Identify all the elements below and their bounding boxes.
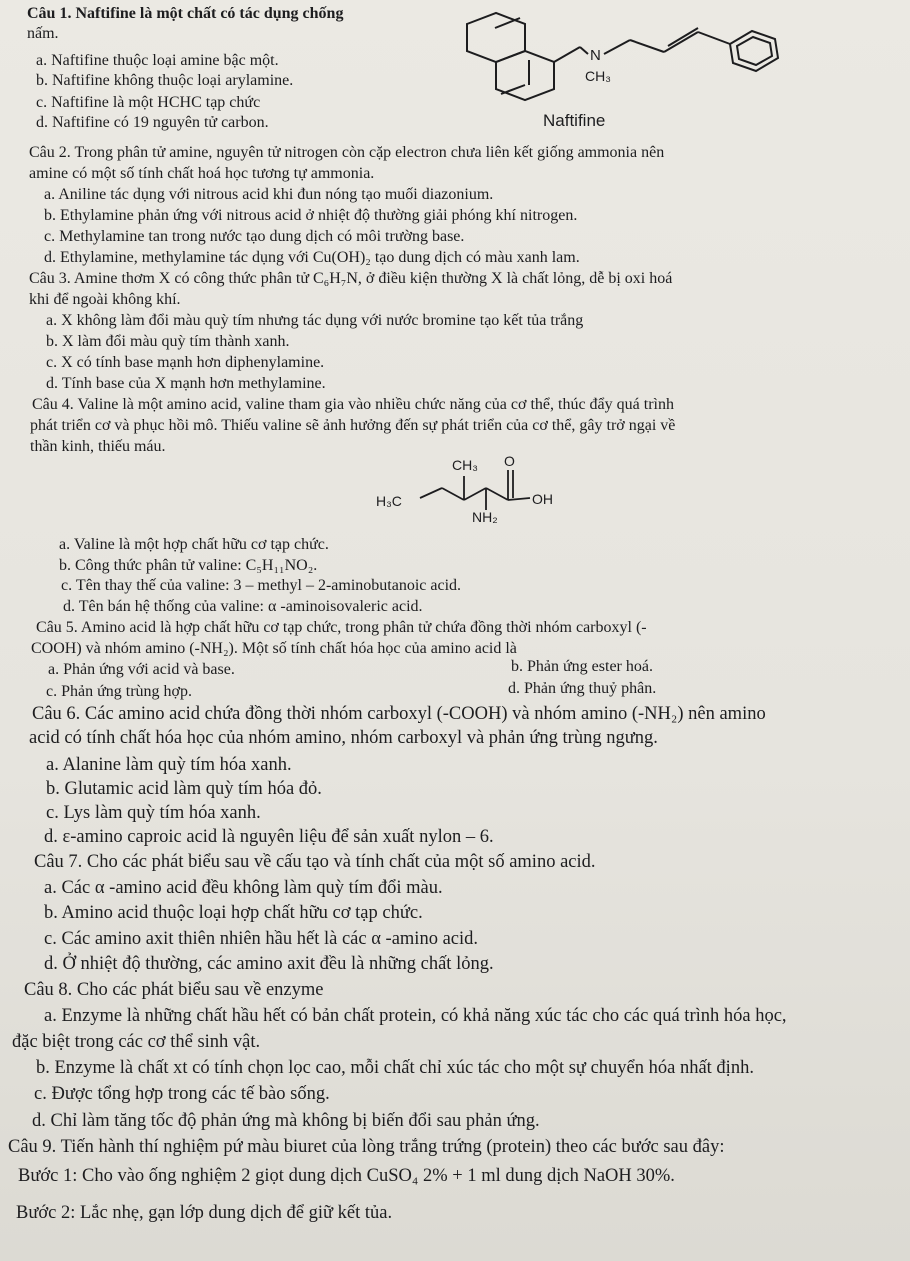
q2-option-a: a. Aniline tác dụng với nitrous acid khi đun nóng tạo muối diazonium.: [44, 186, 494, 203]
q6-title: Câu 6. Các amino acid chứa đồng thời nhóm carboxyl (-COOH) và nhóm amino (-NH₂) nên amino: [32, 704, 766, 724]
q6-option-c: c. Lys làm quỳ tím hóa xanh.: [46, 803, 261, 823]
q7-option-b: b. Amino acid thuộc loại hợp chất hữu cơ tạp chức.: [44, 903, 423, 923]
q2-option-c: c. Methylamine tan trong nước tạo dung dịch có môi trường base.: [44, 228, 465, 245]
q4-title-cont1: phát triển cơ và phục hồi mô. Thiếu valine sẽ ảnh hưởng đến sự phát triển của cơ thể, gây trở ngại về: [30, 417, 676, 434]
q5-option-c: c. Phản ứng trùng hợp.: [46, 683, 193, 700]
q1-title-cont: nấm.: [27, 25, 59, 42]
q4-option-a: a. Valine là một hợp chất hữu cơ tạp chức.: [59, 536, 329, 553]
q8-option-a: a. Enzyme là những chất hầu hết có bản chất protein, có khả năng xúc tác cho các quá trình hóa học,: [44, 1006, 787, 1026]
q2-title-cont: amine có một số tính chất hoá học tương tự ammonia.: [29, 165, 375, 182]
naftifine-ch3-label: CH₃: [585, 68, 611, 84]
q3-title-cont: khi để ngoài không khí.: [29, 291, 181, 308]
q8-title: Câu 8. Cho các phát biểu sau về enzyme: [24, 980, 324, 1000]
valine-o-label: O: [504, 453, 515, 469]
q8-option-b: b. Enzyme là chất xt có tính chọn lọc cao, mỗi chất chỉ xúc tác cho một sự chuyển hóa nhất định.: [36, 1058, 754, 1078]
q4-option-c: c. Tên thay thế của valine: 3 – methyl – 2-aminobutanoic acid.: [61, 577, 462, 594]
q9-step1: Bước 1: Cho vào ống nghiệm 2 giọt dung dịch CuSO₄ 2% + 1 ml dung dịch NaOH 30%.: [18, 1166, 675, 1186]
q8-option-c: c. Được tổng hợp trong các tế bào sống.: [34, 1084, 330, 1104]
q6-title-cont: acid có tính chất hóa học của nhóm amino, nhóm carboxyl và phản ứng trùng ngưng.: [29, 728, 658, 748]
q4-title: Câu 4. Valine là một amino acid, valine tham gia vào nhiều chức năng của cơ thể, thúc đẩy quá trình: [32, 396, 674, 413]
valine-nh2-label: NH₂: [472, 509, 498, 525]
q7-option-d: d. Ở nhiệt độ thường, các amino axit đều là những chất lỏng.: [44, 954, 494, 974]
q7-option-a: a. Các α -amino acid đều không làm quỳ tím đổi màu.: [44, 878, 443, 898]
naftifine-structure: [440, 2, 810, 132]
q1-option-b: b. Naftifine không thuộc loại arylamine.: [36, 72, 294, 89]
q2-option-d: d. Ethylamine, methylamine tác dụng với Cu(OH)₂ tạo dung dịch có màu xanh lam.: [44, 249, 580, 266]
q5-option-d: d. Phản ứng thuỷ phân.: [508, 680, 657, 697]
q5-title-cont: COOH) và nhóm amino (-NH₂). Một số tính chất hóa học của amino acid là: [31, 640, 517, 657]
q8-option-d: d. Chỉ làm tăng tốc độ phản ứng mà không bị biến đổi sau phản ứng.: [32, 1111, 540, 1131]
q1-option-d: d. Naftifine có 19 nguyên tử carbon.: [36, 114, 269, 131]
valine-h3c-label: H₃C: [376, 493, 402, 509]
valine-ch3-top: CH₃: [452, 457, 478, 473]
q3-title: Câu 3. Amine thơm X có công thức phân tử C₆H₇N, ở điều kiện thường X là chất lỏng, dễ bị oxi hoá: [29, 270, 673, 287]
q6-option-d: d. ε-amino caproic acid là nguyên liệu để sản xuất nylon – 6.: [44, 827, 494, 847]
q9-title: Câu 9. Tiến hành thí nghiệm pứ màu biuret của lòng trắng trứng (protein) theo các bước sau đây:: [8, 1137, 725, 1157]
q1-title: Câu 1. Naftifine là một chất có tác dụng chống: [27, 5, 344, 22]
q7-title: Câu 7. Cho các phát biểu sau về cấu tạo và tính chất của một số amino acid.: [34, 852, 596, 872]
valine-structure: [360, 450, 590, 532]
q3-option-b: b. X làm đổi màu quỳ tím thành xanh.: [46, 333, 290, 350]
valine-oh-label: OH: [532, 491, 553, 507]
q3-option-c: c. X có tính base mạnh hơn diphenylamine.: [46, 354, 325, 371]
q6-option-b: b. Glutamic acid làm quỳ tím hóa đỏ.: [46, 779, 322, 799]
q5-option-b: b. Phản ứng ester hoá.: [511, 658, 653, 675]
q4-option-b: b. Công thức phân tử valine: C₅H₁₁NO₂.: [59, 557, 318, 574]
q2-title: Câu 2. Trong phân tử amine, nguyên tử nitrogen còn cặp electron chưa liên kết giống ammonia nên: [29, 144, 665, 161]
naftifine-name: Naftifine: [543, 111, 606, 130]
q2-option-b: b. Ethylamine phản ứng với nitrous acid ở nhiệt độ thường giải phóng khí nitrogen.: [44, 207, 578, 224]
naftifine-n-label: N: [590, 47, 601, 64]
q9-step2: Bước 2: Lắc nhẹ, gạn lớp dung dịch để giữ kết tủa.: [16, 1203, 393, 1223]
q7-option-c: c. Các amino axit thiên nhiên hầu hết là các α -amino acid.: [44, 929, 479, 949]
q3-option-a: a. X không làm đổi màu quỳ tím nhưng tác dụng với nước bromine tạo kết tủa trắng: [46, 312, 584, 329]
q8-option-a-cont: đặc biệt trong các cơ thể sinh vật.: [12, 1032, 261, 1052]
q1-option-c: c. Naftifine là một HCHC tạp chức: [36, 94, 261, 111]
q6-option-a: a. Alanine làm quỳ tím hóa xanh.: [46, 755, 292, 775]
q5-title: Câu 5. Amino acid là hợp chất hữu cơ tạp chức, trong phân tử chứa đồng thời nhóm carboxyl (-: [36, 619, 647, 636]
q5-option-a: a. Phản ứng với acid và base.: [48, 661, 235, 678]
q3-option-d: d. Tính base của X mạnh hơn methylamine.: [46, 375, 326, 392]
q4-option-d: d. Tên bán hệ thống của valine: α -aminoisovaleric acid.: [63, 598, 423, 615]
q1-option-a: a. Naftifine thuộc loại amine bậc một.: [36, 52, 279, 69]
q4-title-cont2: thần kinh, thiếu máu.: [30, 438, 166, 455]
